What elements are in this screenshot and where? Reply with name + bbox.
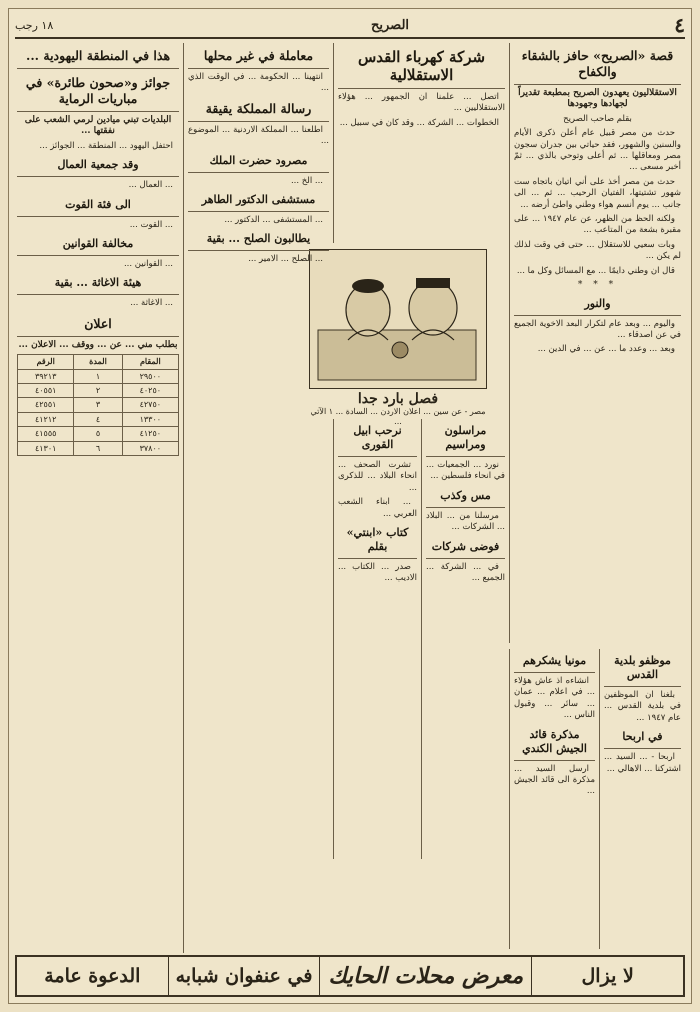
newspaper-page xyxy=(8,8,692,1004)
col4-headline5: مخالفة القوانين xyxy=(17,234,179,256)
ads-header: المقام xyxy=(122,355,178,369)
col1-subhead: الاستقلاليون يعهدون الصريح بمطبعة تقديراً لجهادها وجهودها xyxy=(518,88,677,110)
col2b-paragraph: ... ابناء الشعب العربي ... xyxy=(338,497,417,519)
ads-cell: ٤٢٥٥١ xyxy=(18,398,74,412)
ads-cell: ١ xyxy=(74,369,122,383)
col1-headline: قصة «الصريح» حافز بالشقاء والكفاح xyxy=(514,45,681,85)
ads-cell: ٣ xyxy=(74,398,122,412)
ads-cell: ٤١٢١٢ xyxy=(18,412,74,426)
col2f-paragraph: صدر ... الكتاب ... الاديب ... xyxy=(338,562,417,584)
ads-cell: ٤ xyxy=(74,412,122,426)
footer-advert xyxy=(15,955,685,997)
footer-segment-4: الدعوة عامة xyxy=(44,965,141,987)
col3-headline4: مستشفى الدكتور الطاهر xyxy=(188,190,329,212)
col1-body xyxy=(514,128,681,356)
ads-cell: ٦ xyxy=(74,441,122,455)
ads-cell: ٢ xyxy=(74,384,122,398)
footer-segment-3: في عنفوان شبابه xyxy=(168,957,320,995)
col4-paragraph5: ... القوانين ... xyxy=(123,259,173,270)
col3-headline5: يطالبون الصلح ... بقية xyxy=(188,229,329,251)
col4-headline3: وقد جمعية العمال xyxy=(17,155,179,177)
col1-paragraph: وبات سعيي للاستقلال ... حتى في وقت لذلك لم يكن ... xyxy=(514,239,681,262)
masthead xyxy=(15,13,685,39)
col1-paragraph: قال ان وطني دايمًا ... مع المسائل وكل ما ... xyxy=(516,265,675,276)
ads-cell: ٥ xyxy=(74,427,122,441)
col1-lower-left2-headline: مذكرة قائد الجيش الكندي xyxy=(514,725,595,761)
cartoon-text: مصر - عن سين ... اعلان الاردن ... السادة ... ١ الآتي ... xyxy=(310,407,486,426)
col1-lower-right-headline: موظفو بلدية القدس xyxy=(604,651,681,687)
column-2-top xyxy=(333,43,509,243)
cartoon-illustration xyxy=(309,249,487,389)
col1-paragraph: حدث من مصر أخذ على أني اتيان باتجاه ست شهور تشتيتها، الفتيان الرحيب ... ثم ... الى جانب ... يوم أنسم هواء وطني واطئ أرضه ... xyxy=(514,176,681,210)
ads-title: اعلان xyxy=(17,313,179,337)
col3-paragraph3: ... الخ ... xyxy=(290,175,323,186)
col3-headline2: رسالة المملكة يقيقة xyxy=(188,98,329,122)
col1-paragraph: وبعد ... وعدد ما ... عن ... في الدين ... xyxy=(537,344,675,355)
table-row xyxy=(18,412,179,426)
col4-headline2: جوائز و«صحون طائرة» في مباريات الرماية xyxy=(17,72,179,112)
col4-subhead: البلديات تبني ميادين لرمي الشعب على نفقتها ... xyxy=(24,115,172,137)
col3-paragraph2: اطلعنا ... المملكة الاردنية ... الموضوع ... xyxy=(188,124,329,147)
ads-cell: ٤٠٢٥٠ xyxy=(122,384,178,398)
column-2-lower-left xyxy=(333,419,421,859)
ads-cell: ٤٠٥٥١ xyxy=(18,384,74,398)
ads-header: الرقم xyxy=(18,355,74,369)
col1-lower-right-text: بلغنا ان الموظفين في بلدية القدس ... عام ١٩٤٧ ... xyxy=(604,690,681,723)
ads-cell: ٣٧٨٠٠ xyxy=(122,441,178,455)
footer-segment-1: لا يزال xyxy=(531,957,683,995)
ads-cell: ٤١٢٥٠ xyxy=(122,427,178,441)
col2f-headline: كتاب «ابنتي» بقلم xyxy=(338,523,417,559)
col2e-headline: فوضى شركات xyxy=(426,537,505,559)
col2d-headline: مس وكذب xyxy=(426,486,505,508)
table-row xyxy=(18,427,179,441)
col4-paragraph3: ... العمال ... xyxy=(128,180,173,191)
col1-paragraph: حدث من مصر قبيل عام أعلن ذكرى الأيام والسنين والشهور، فقد حياتي بين جدران سجون مصر ومعاقلها ... ثم أعلى وتوحي بالذي ... ثمّ أخبر مسعى ... xyxy=(514,128,681,173)
section-divider: * * * xyxy=(577,280,618,291)
cartoon-title: فصل بارد جدا xyxy=(357,391,439,407)
column-3 xyxy=(183,43,333,953)
footer-segment-2: معرض محلات الحايك xyxy=(319,957,531,995)
col1-lower-right2-text: اربحا - ... السيد ... اشتركنا ... الاهالي ... xyxy=(604,752,681,774)
col3-paragraph5: ... الصلح ... الامير ... xyxy=(248,254,323,265)
ads-table xyxy=(17,354,179,456)
col1-lower-left-text: انشاءه اذ عاش هؤلاء ... في اعلام ... عمان ... سائر ... وقبول الناس ... xyxy=(514,676,595,721)
ads-cell: ٤١٣٠١ xyxy=(18,441,74,455)
ads-cell: ٢٩٥٠٠ xyxy=(122,369,178,383)
col4-paragraph6: ... الاغاثة ... xyxy=(130,298,173,309)
col2c-headline: مراسلون ومراسيم xyxy=(426,421,505,457)
ads-subtitle: بطلب مني ... عن ... ووقف ... الاعلان ... xyxy=(18,339,178,350)
col4-headline6: هيئة الاغاثة ... بقية xyxy=(17,273,179,295)
col4-paragraph: احتفل اليهود ... المنطقة ... الجوائز ... xyxy=(39,140,173,151)
table-row xyxy=(18,441,179,455)
col2-headline: شركة كهرباء القدس الاستقلالية xyxy=(338,45,505,89)
col2d-paragraph: مرسلنا من ... البلاد ... الشركات ... xyxy=(426,510,505,533)
col2e-paragraph: في ... الشركة ... الجميع ... xyxy=(426,561,505,584)
col2c-paragraph: نورد ... الجمعيات ... في انحاء فلسطين ... xyxy=(426,460,505,482)
ads-header: المدة xyxy=(74,355,122,369)
ads-cell: ١٣٣٠٠ xyxy=(122,412,178,426)
col2-paragraph: اتصل ... علمنا ان الجمهور ... هؤلاء الاستقلاليين ... xyxy=(338,92,505,114)
col3-headline: معاملة في غير محلها xyxy=(188,45,329,69)
col4-headline: هذا في المنطقة اليهودية ... xyxy=(17,45,179,69)
col1-bottom-title: والنور xyxy=(514,294,681,316)
col1-byline: بقلم صاحب الصريح xyxy=(563,113,632,124)
column-1 xyxy=(509,43,685,643)
table-row xyxy=(18,384,179,398)
col4-headline4: الى فئة القوت xyxy=(17,195,179,217)
column-2-lower-right xyxy=(421,419,509,859)
table-row xyxy=(18,369,179,383)
column-4 xyxy=(13,43,183,953)
col4-paragraph4: ... القوت ... xyxy=(129,219,173,230)
col2-paragraph: الخطوات ... الشركة ... وقد كان في سبيل ... xyxy=(339,117,499,128)
issue-date: ١٨ رجب xyxy=(15,18,54,32)
col2b-paragraph: تشرت الصحف ... انحاء البلاد ... للذكرى ... xyxy=(338,460,417,493)
table-row xyxy=(18,398,179,412)
ads-cell: ٤٢٧٥٠ xyxy=(122,398,178,412)
paper-name: الصريح xyxy=(370,17,410,33)
col1-paragraph: ولكنه الحظ من الظهر، عن عام ١٩٤٧ ... على مقبرة بشعة من المتاعب ... xyxy=(514,214,681,236)
col1-lower-right2-headline: في اربحا xyxy=(604,727,681,749)
col1-lower-left-headline: مونيا يشكرهم xyxy=(514,651,595,673)
page-number: ٤ xyxy=(674,13,685,37)
col3-headline3: مصرود حضرت الملك xyxy=(188,151,329,173)
col1-paragraph: واليوم ... وبعد عام لتكرار البعد الاخوية الجميع في عن اصدقاء ... xyxy=(514,318,681,340)
ads-cell: ٣٩٢١٣ xyxy=(18,369,74,383)
cartoon-drawing xyxy=(309,250,486,389)
col3-paragraph4: ... المستشفى ... الدكتور ... xyxy=(224,215,323,226)
ads-cell: ٤١٥٥٥ xyxy=(18,427,74,441)
column-1-lower-right xyxy=(599,649,685,949)
col1-lower-left2-text: ارسل السيد ... مذكرة الى قائد الجيش ... xyxy=(514,763,595,797)
col2b-headline: نرحب ابيل القورى xyxy=(338,421,417,457)
column-1-lower-left xyxy=(509,649,599,949)
col3-paragraph: انتهينا ... الحكومة ... في الوقت الذي ... xyxy=(188,72,329,94)
